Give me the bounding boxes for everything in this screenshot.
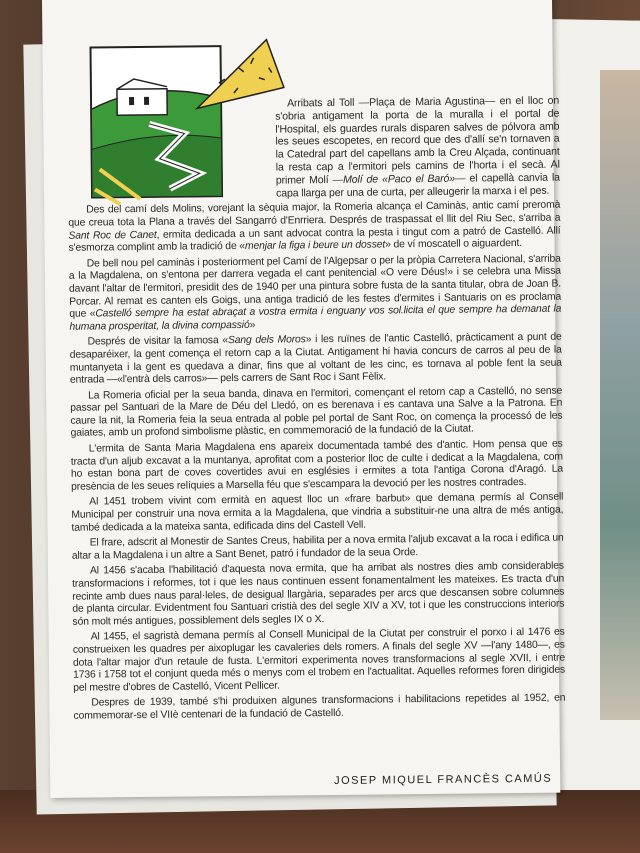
italic-text: menjar la figa i beure un dosset bbox=[244, 239, 386, 253]
paragraph bbox=[69, 253, 562, 334]
main-column bbox=[68, 200, 565, 723]
text-run: — el capellà canvia la capa llarga per una de curta, per alleugerir la marxa i el pes. bbox=[275, 171, 560, 200]
text-run: » de ví moscatell o aiguardent. bbox=[385, 238, 523, 251]
text-run: L'ermita de Santa Maria Magdalena ens apareix documentada també des d'antic. Hom pensa que es tracta d'un aljub excavat a la muntanya, aprofitat com a posterior lloc de culte i dedicat a la Magdalena, com ho estan bona part de coves covertides avui en esglésies i ermites a tota l'antiga Corona d'Aragó. La presència de les seues relíquies a Marsella féu que s'escampara la devoció per les nostres contrades. bbox=[70, 438, 564, 493]
text-run: Al 1451 trobem vivint com ermità en aquest lloc un «frare barbut» que demana permís al Consell Municipal per construir una nova ermita a la Magdalena, que vindria a substituir-ne una altra de més antiga, també dedicada a la mateixa santa, edificada dins del Castell Vell. bbox=[71, 492, 564, 534]
text-run: De bell nou pel caminàs i posteriorment pel Camí de l'Algepsar o per la pròpia Carretera Nacional, s'arriba a la Magdalena, on s'entona per darrera vegada el cant penitencial «O vere Déus!» i se celebra una Missa davant l'altar de l'ermitori, presidit des de 1940 per una pintura sobre fusta de la santa titular, obra de Joan B. Porcar. Al remat es canten els Goigs, una antiga tradició de les festes d'ermites i Santuaris on es proclama que « bbox=[68, 253, 562, 320]
text-run: Des del camí dels Molins, vorejant la sèquia major, la Romeria alcança el Caminàs, antic camí preromà que creua tota la Plana a través del Sangarró d'Enrriera. Després de traspassat el llit del Riu Sec, s'arriba a bbox=[68, 199, 561, 229]
paragraph bbox=[72, 533, 564, 563]
text-run: , ermita dedicada a un sant advocat contra la pesta i tingut com a patró de Castelló. Allí s'esmorza complint amb la tradició de « bbox=[68, 225, 561, 254]
text-run: Després de visitar la famosa « bbox=[87, 335, 228, 348]
text-run: Al 1455, el sagristà demana permís al Consell Municipal de la Ciutat per construir el porxo i al 1476 es construeixen les quadres per aixoplugar les cavaleries dels romers. A finals del segle XV —l'any 1480—, es dota l'altar major d'un retaule de fusta. L'ermitori experimenta noves transformacions al segle XVII, i entre 1736 i 1758 tot el conjunt queda més o menys com el trobem en l'actualitat. Aquelles reformes foren dirigides pel mestre d'obres de Castelló, Vicent Pellicer. bbox=[72, 626, 566, 694]
paragraph bbox=[71, 492, 563, 535]
intro-column bbox=[275, 95, 560, 200]
magazine-page bbox=[42, 0, 566, 798]
paragraph bbox=[73, 627, 566, 695]
paragraph bbox=[72, 561, 565, 629]
text-run: » bbox=[249, 319, 256, 331]
paragraph bbox=[71, 439, 564, 495]
italic-text: Castelló sempre ha estat abraçat a vostra ermita i enguany vos sol.licita el que sempre ha demanat la humana prosperitat, la divina compassió bbox=[69, 303, 562, 333]
italic-text: Sant Roc de Canet bbox=[68, 229, 157, 242]
paragraph bbox=[73, 693, 565, 723]
text-run: » i les ruïnes de l'antic Castelló, pràcticament a punt de desaparéixer, la gent comença el retorn cap a la Ciutat. Antigament hi havia concurs de carros al peu de la muntanyeta i la gent es quedava a dinar, fins que al voltant de les cinc, es tornava al poble fent la seua entrada —«l'entrà dels carros»— pels carrers de Sant Roc i Sant Fèlix. bbox=[69, 331, 562, 386]
text-run: Despres de 1939, també s'hi produixen algunes transformacions i habilitacions repetides al 1952, en commemorar-se el VIIè centenari de la fundació de Castelló. bbox=[73, 692, 566, 722]
text-run: Al 1456 s'acaba l'habilitació d'aquesta nova ermita, que ha arribat als nostres dies amb considerables transformacions i reformes, tot i que les naus continuen essent fonamentalment les mateixes. Es tracta d'un recinte amb dues naus paral·leles, de desigual llargària, separades per arcs que descansen sobre columnes de planta circular. Evidentment fou Santuari cristià des del segle XIV a XV, tot i que les construccions interiors són molt més antigues, possiblement dels segles IX o X. bbox=[72, 560, 565, 628]
text-run: El frare, adscrit al Monestir de Santes Creus, habilita per a nova ermita l'aljub excavat a la roca i edifica un altar a la Magdalena i un altre a Sant Benet, patró i fundador de la seua Orde. bbox=[71, 532, 564, 562]
paragraph bbox=[70, 385, 563, 441]
italic-text: Molí de «Paco el Baró» bbox=[342, 172, 456, 186]
italic-text: Sang dels Moros bbox=[227, 334, 306, 347]
text-run: Arribats al Toll —Plaça de Maria Agustina— en el lloc on s'obria antigament la porta de la muralla i el portal de l'Hospital, els guardes rurals disparen salves de pólvora amb les seues escopetes, en record que des d'allí se'n tornaven a la Catedral part del capellans amb la Creu Alçada, continuant la resta cap a l'ermitori pels camins de l'horta i el secà. Al primer Molí — bbox=[275, 94, 560, 187]
text-run: La Romeria oficial per la seua banda, dinava en l'ermitori, començant el retorn cap a Castelló, no sense passar pel Santuari de la Mare de Déu del Lledó, on es berenava i es cantava una Salve a la Patrona. En caure la nit, la Romeria feia la seua entrada al poble pel portal de Sant Roc, on comença la processó de les gaiates, amb un profond simbolisme plàstic, en commemoració de la fundació de la Ciutat. bbox=[70, 385, 563, 440]
paragraph bbox=[275, 95, 560, 200]
facing-page-photo bbox=[600, 70, 640, 720]
author-byline: JOSEP MIQUEL FRANCÈS CAMÚS bbox=[334, 772, 553, 787]
paragraph bbox=[68, 200, 561, 256]
article-body bbox=[67, 95, 566, 727]
paragraph bbox=[70, 332, 563, 388]
